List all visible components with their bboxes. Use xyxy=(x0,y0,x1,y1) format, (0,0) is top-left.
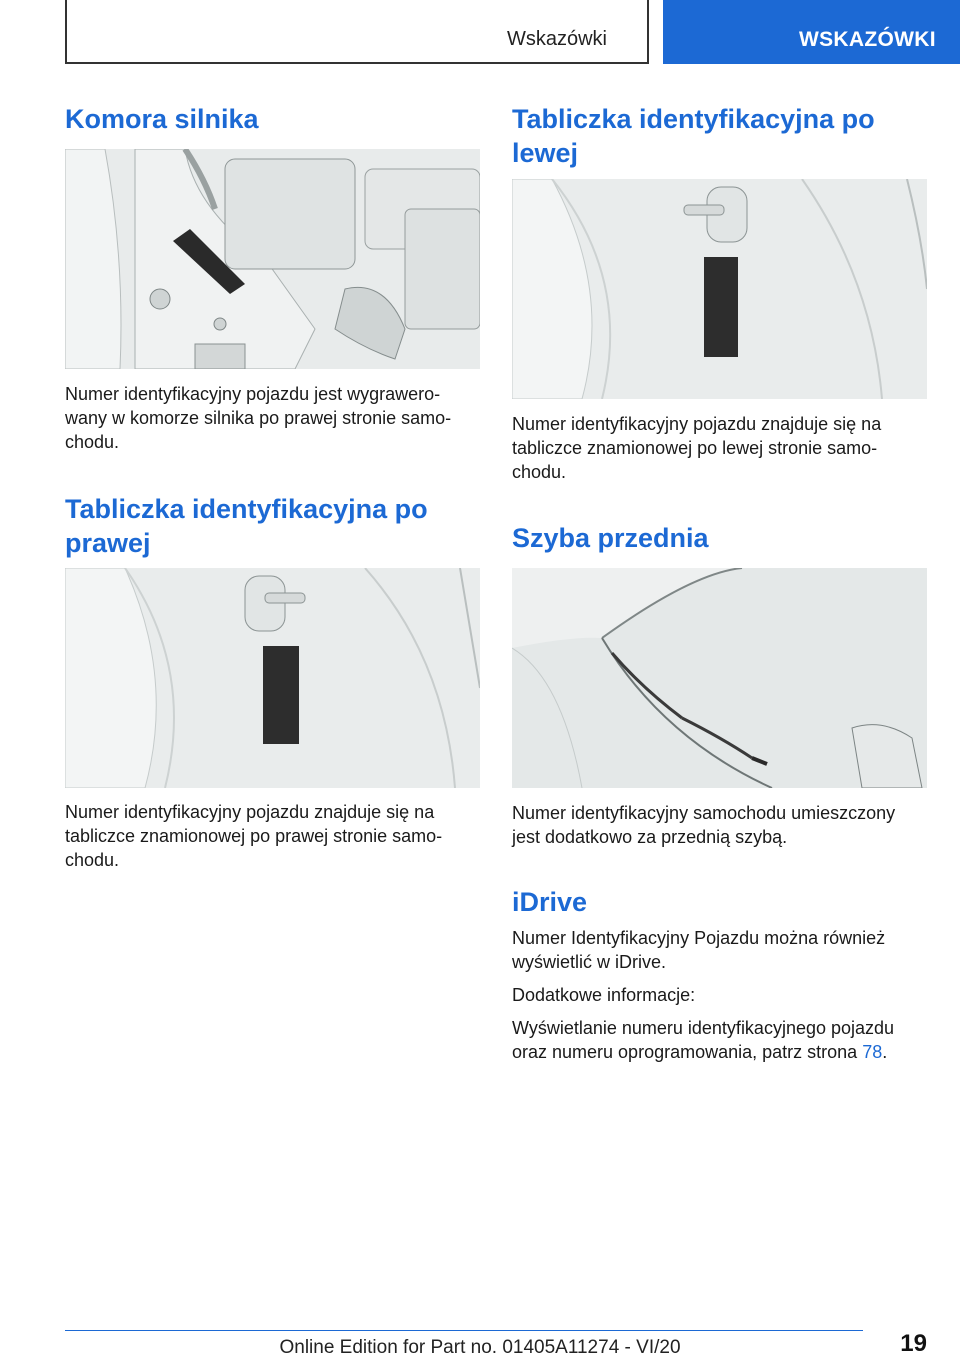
plate-left-illustration xyxy=(512,179,927,399)
text-idrive-1: Numer Identyfikacyjny Pojazdu można również wyświetlić w iDrive. xyxy=(512,928,886,972)
text-idrive-3: Wyświetlanie numeru identyfikacyjnego pojazdu oraz numeru oprogramowania, patrz strona xyxy=(512,1018,895,1062)
heading-plate-right: Tabliczka identyfikacyjna po prawej xyxy=(65,494,428,558)
header-section-title: Wskazówki xyxy=(506,28,607,50)
header-chapter-tab[interactable]: WSKAZÓWKI xyxy=(663,0,960,64)
plate-right-illustration xyxy=(65,568,480,788)
page-number: 19 xyxy=(900,1330,927,1357)
text-idrive-2: Dodatkowe informacje: xyxy=(512,985,696,1005)
heading-windshield: Szyba przednia xyxy=(512,523,709,553)
text-plate-left: Numer identyfikacyjny pojazdu znajduje się na tabliczce znamionowej po lewej stronie samo‐ chodu. xyxy=(512,414,882,482)
footer-divider xyxy=(65,1330,863,1331)
text-idrive-3-paragraph xyxy=(512,1016,927,1064)
text-plate-right: Numer identyfikacyjny pojazdu znajduje się na tabliczce znamionowej po prawej stronie samo‐ chodu. xyxy=(65,802,443,870)
text-windshield: Numer identyfikacyjny samochodu umieszczony jest dodatkowo za przednią szybą. xyxy=(512,803,896,847)
text-engine: Numer identyfikacyjny pojazdu jest wygrawero‐ wany w komorze silnika po prawej stronie samo‐ chodu. xyxy=(65,384,452,452)
heading-idrive: iDrive xyxy=(512,887,588,917)
engine-compartment-illustration xyxy=(65,149,480,369)
heading-plate-left: Tabliczka identyfikacyjna po lewej xyxy=(512,104,875,168)
windshield-illustration xyxy=(512,568,927,788)
footer-edition: Online Edition for Part no. 01405A11274 - VI/20 xyxy=(279,1337,681,1358)
header-section-box xyxy=(65,0,649,64)
page-link-78[interactable]: 78 xyxy=(862,1042,883,1062)
heading-engine: Komora silnika xyxy=(65,104,259,134)
text-idrive-period: . xyxy=(882,1042,888,1062)
